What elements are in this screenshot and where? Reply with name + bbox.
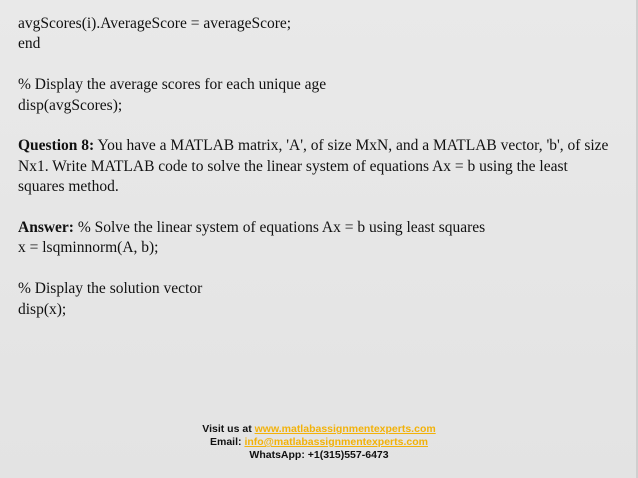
answer-label: Answer: (18, 219, 74, 237)
answer-text: % Solve the linear system of equations Ax = b using least squares (73, 219, 486, 237)
answer-paragraph (18, 218, 618, 238)
code-comment: % Display the solution vector (18, 280, 203, 298)
spacer (18, 55, 618, 75)
footer-whatsapp: WhatsApp: +1(315)557-6473 (249, 449, 389, 461)
code-line: disp(x); (18, 300, 67, 318)
code-line: x = lsqminnorm(A, b); (18, 239, 159, 257)
code-comment: % Display the average scores for each unique age (18, 76, 327, 94)
email-link[interactable]: info@matlabassignmentexperts.com (244, 436, 428, 448)
question-text: You have a MATLAB matrix, 'A', of size MxN, and a MATLAB vector, 'b', of size Nx1. Write MATLAB code to solve the linear system of equations Ax = b using the least squares method. (18, 137, 609, 196)
spacer (18, 198, 618, 218)
spacer (18, 116, 618, 136)
question-paragraph (18, 136, 618, 197)
question-label: Question 8: (18, 137, 95, 155)
footer (0, 423, 638, 462)
slide-content (18, 14, 618, 320)
code-line: disp(avgScores); (18, 96, 123, 114)
spacer (18, 259, 618, 279)
code-line: avgScores(i).AverageScore = averageScore; (18, 15, 292, 32)
footer-email: Email: info@matlabassignmentexperts.com (210, 436, 428, 448)
footer-visit: Visit us at www.matlabassignmentexperts.com (202, 423, 436, 435)
website-link[interactable]: www.matlabassignmentexperts.com (254, 423, 436, 435)
code-line: end (18, 35, 41, 53)
